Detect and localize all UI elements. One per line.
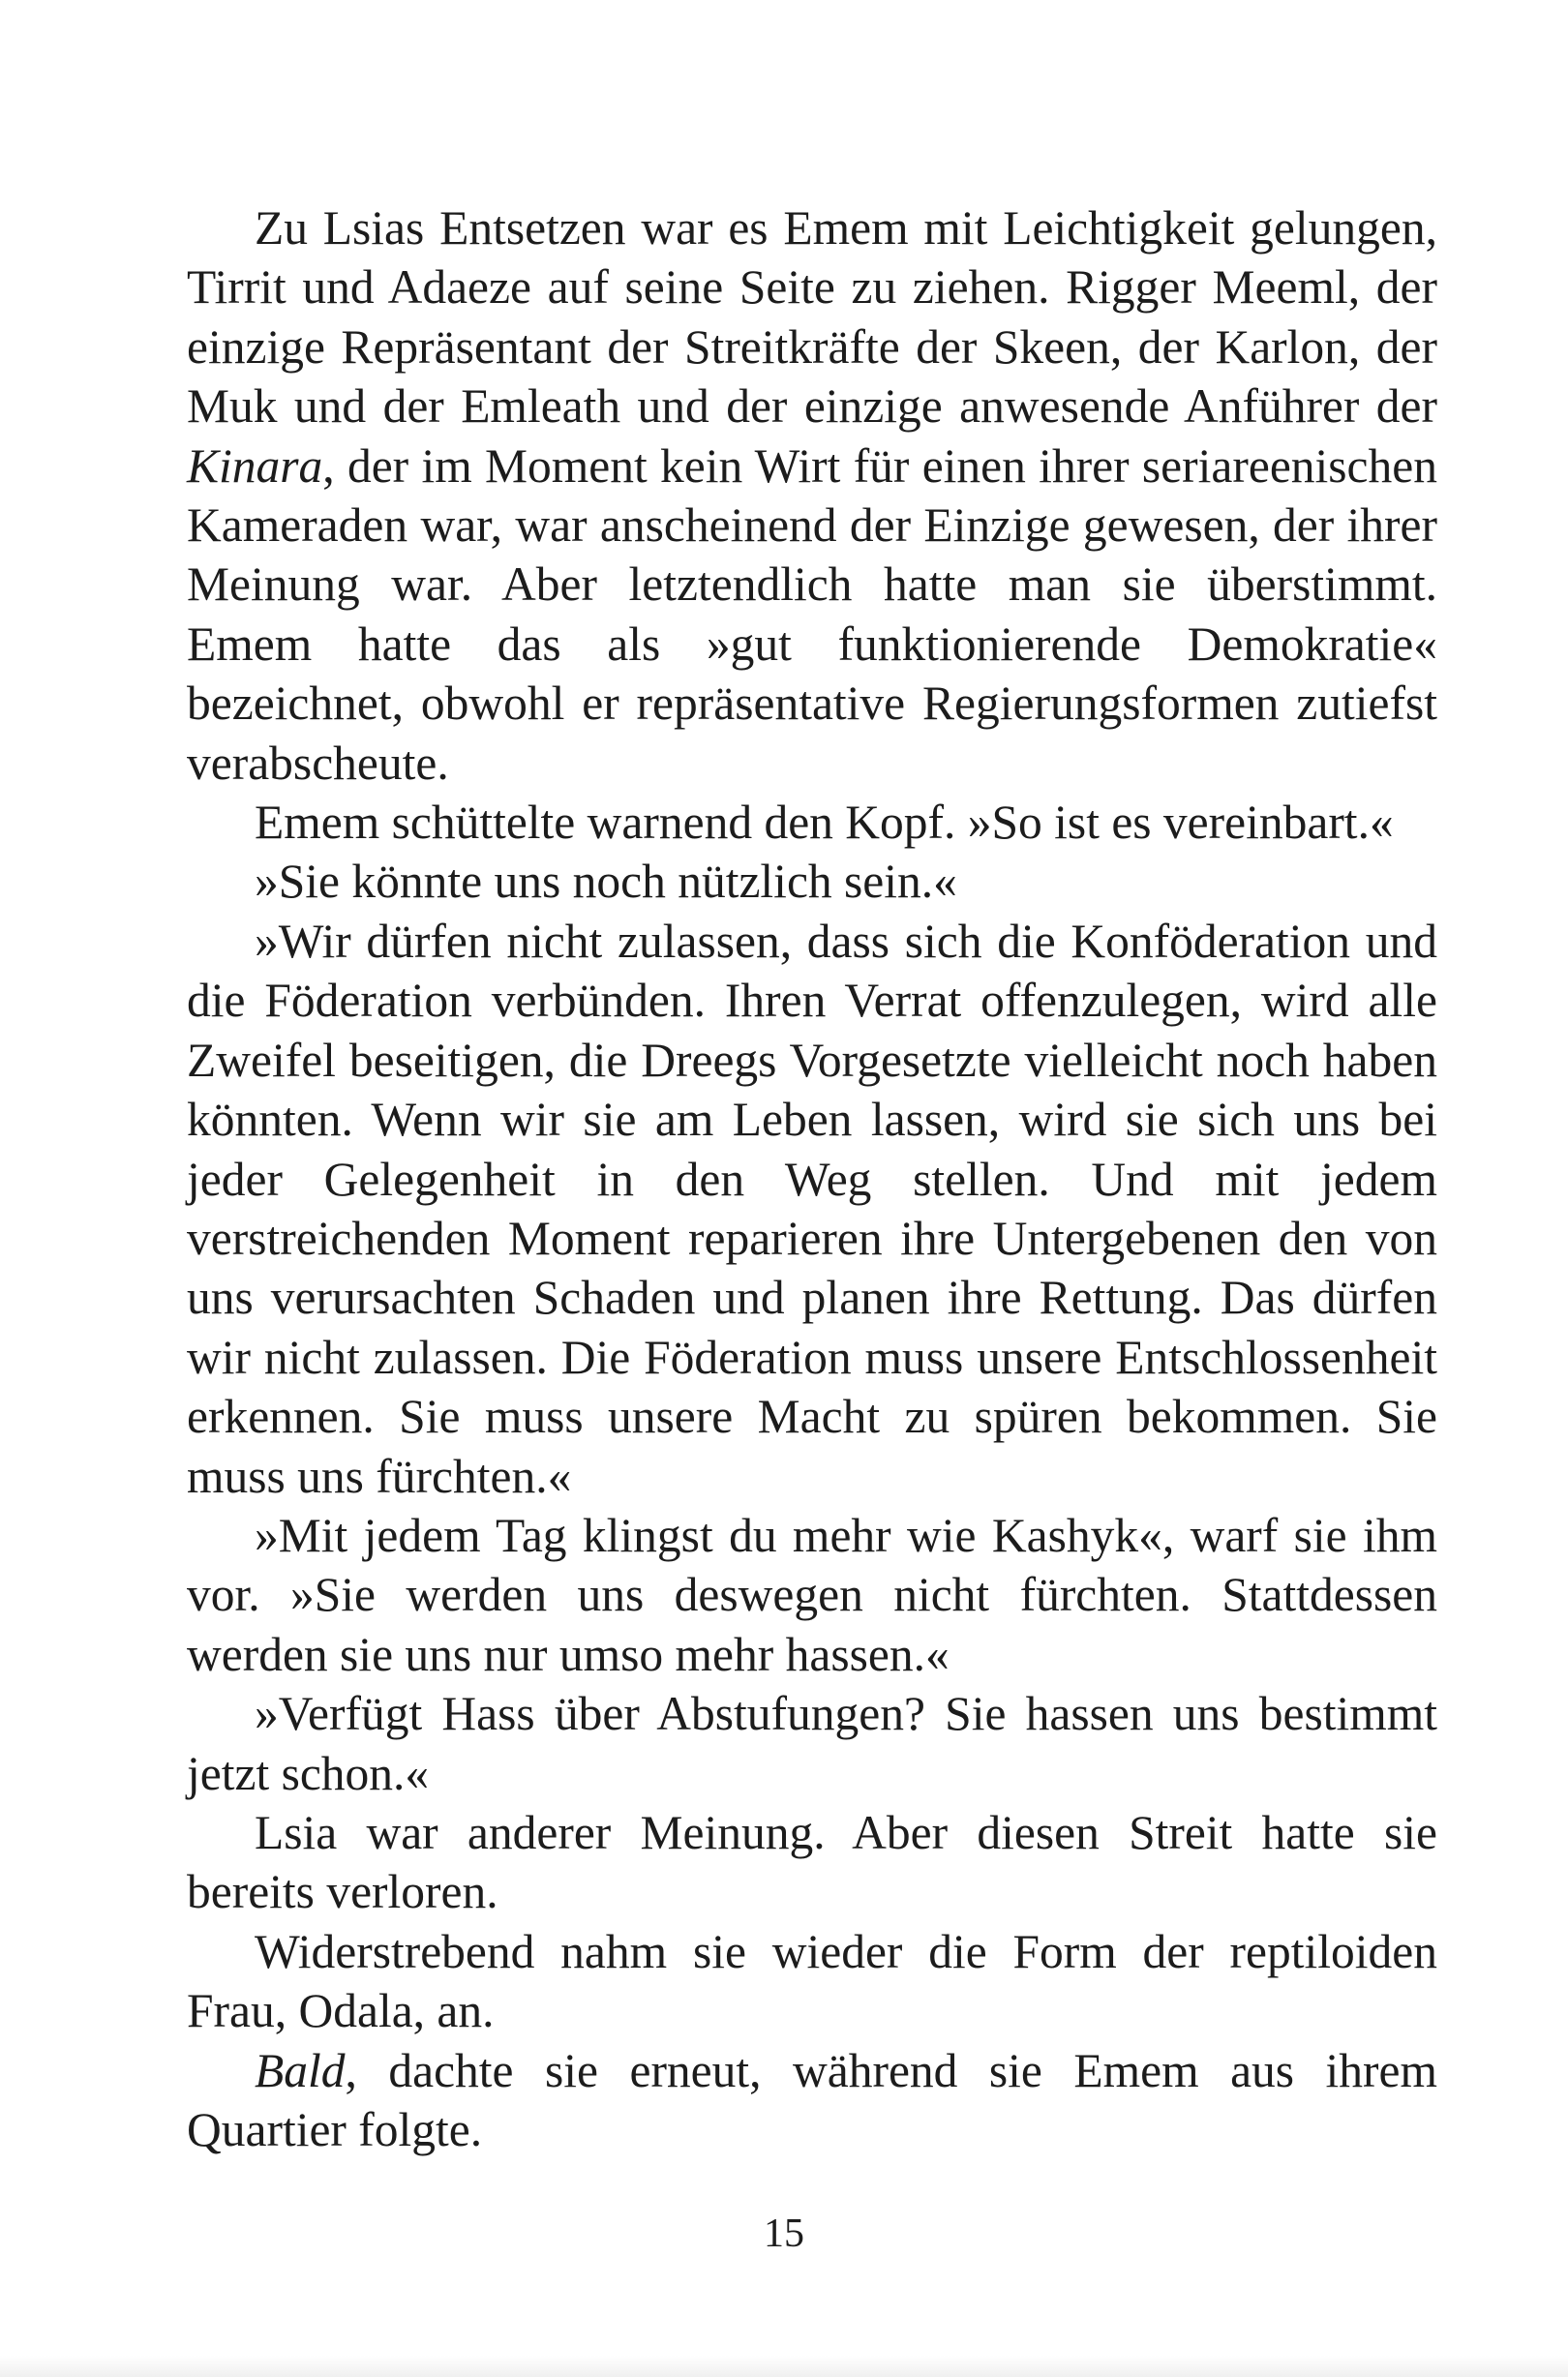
body-text xyxy=(187,198,1437,2159)
page-bottom-shadow xyxy=(0,2356,1568,2377)
paragraph-1 xyxy=(187,198,1437,793)
paragraph-1-text-start: Zu Lsias Entsetzen war es Emem mit Leichtigkeit gelungen, Tirrit und Adaeze auf seine Seite zu ziehen. Rigger Meeml, der einzige Repräsentant der Streitkräfte der Skeen, der Karlon, der Muk und der Emleath und der einzige anwesende Anführer der xyxy=(187,201,1437,434)
ship-name-kinara: Kinara xyxy=(187,438,323,493)
paragraph-3: »Sie könnte uns noch nützlich sein.« xyxy=(255,855,957,909)
paragraph-9-text: , dachte sie erneut, während sie Emem aus ihrem Quartier folgte. xyxy=(187,2043,1437,2156)
paragraph-8: Widerstrebend nahm sie wieder die Form der reptiloiden Frau, Odala, an. xyxy=(187,1924,1437,2038)
paragraph-9 xyxy=(187,2041,1437,2160)
paragraph-7: Lsia war anderer Meinung. Aber diesen Streit hatte sie bereits verloren. xyxy=(187,1805,1437,1919)
paragraph-2: Emem schüttelte warnend den Kopf. »So ist es vereinbart.« xyxy=(255,796,1394,850)
paragraph-6: »Verfügt Hass über Abstufungen? Sie hassen uns bestimmt jetzt schon.« xyxy=(187,1687,1437,1800)
paragraph-5: »Mit jedem Tag klingst du mehr wie Kashyk«, warf sie ihm vor. »Sie werden uns deswegen nicht fürchten. Stattdessen werden sie uns nur umso mehr hassen.« xyxy=(187,1508,1437,1681)
paragraph-4: »Wir dürfen nicht zulassen, dass sich die Konföderation und die Föderation verbünden. Ihren Verrat offenzulegen, wird alle Zweifel beseitigen, die Dreegs Vorgesetzte vielleicht noch haben könnten. Wenn wir sie am Leben lassen, wird sie sich uns bei jeder Gelegenheit in den Weg stellen. Und mit jedem verstreichenden Moment reparieren ihre Untergebenen den von uns verursachten Schaden und planen ihre Rettung. Das dürfen wir nicht zulassen. Die Föderation muss unsere Entschlossenheit erkennen. Sie muss unsere Macht zu spüren bekommen. Sie muss uns fürchten.« xyxy=(187,914,1437,1503)
paragraph-1-text-end: , der im Moment kein Wirt für einen ihrer seriareenischen Kameraden war, war anscheinend der Einzige gewesen, der ihrer Meinung war. Aber letztendlich hatte man sie überstimmt. Emem hatte das als »gut funktionierende Demokratie« bezeichnet, obwohl er repräsentative Regierungsformen zutiefst verabscheute. xyxy=(187,438,1437,790)
italic-word-bald: Bald xyxy=(255,2043,346,2097)
page-number: 15 xyxy=(764,2212,804,2256)
